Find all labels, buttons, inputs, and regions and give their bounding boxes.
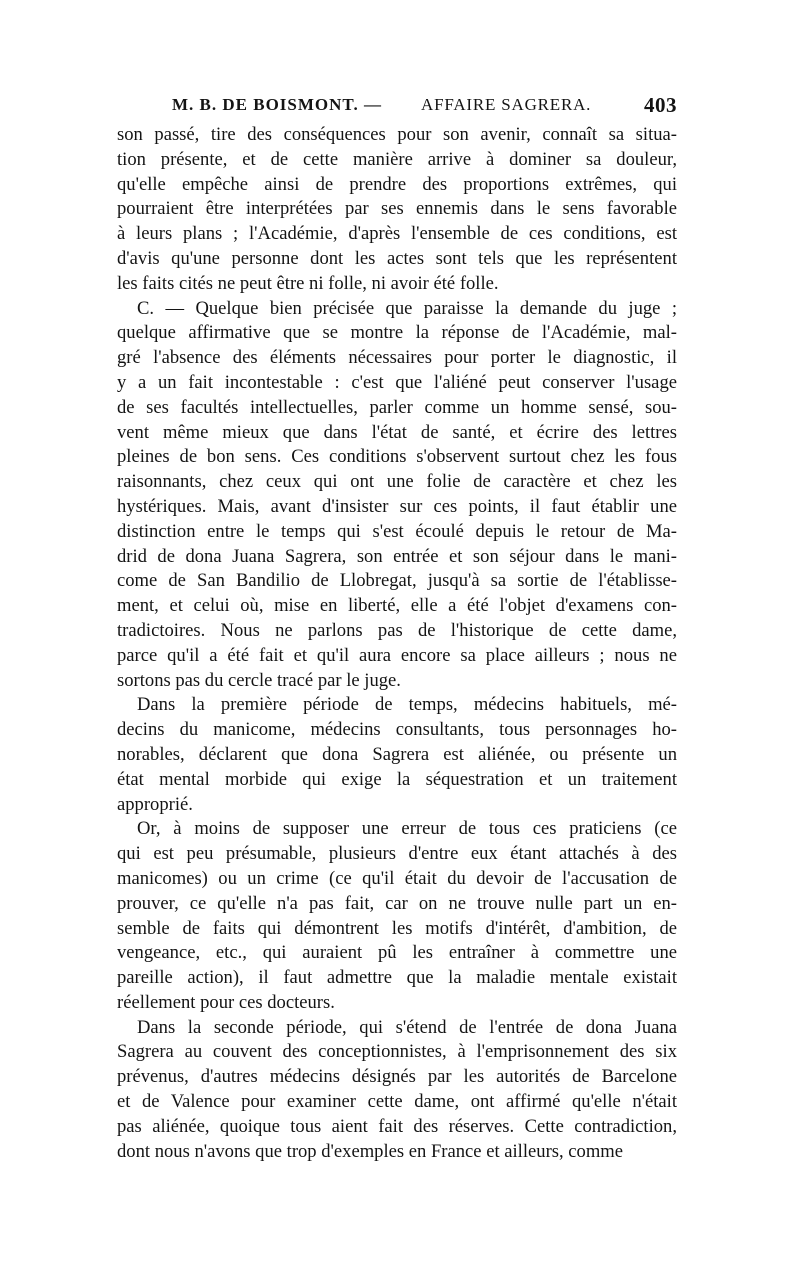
running-head-author: M. B. DE BOISMONT. — [172,95,383,114]
text-line: pourraient être interprétées par ses ennemis dans le sens favorable [117,198,677,220]
text-line: tradictoires. Nous ne parlons pas de l'historique de cette dame, [117,619,677,641]
text-line: pas aliénée, quoique tous aient fait des réserves. Cette contradiction, [117,1115,677,1137]
paragraph [117,297,677,694]
text-line: pleines de bon sens. Ces conditions s'observent surtout chez les fous [117,446,677,468]
page-body-text [117,123,677,1164]
paragraph [117,693,677,817]
text-line: vengeance, etc., qui auraient pû les entraîner à commettre une [117,942,677,964]
text-line: à leurs plans ; l'Académie, d'après l'ensemble de ces conditions, est [117,223,677,245]
text-line: semble de faits qui démontrent les motifs d'intérêt, d'ambition, de [117,917,677,939]
text-line: et de Valence pour examiner cette dame, ont affirmé qu'elle n'était [117,1091,677,1113]
text-line: quelque affirmative que se montre la réponse de l'Académie, mal- [117,322,677,344]
text-line: come de San Bandilio de Llobregat, jusqu'à sa sortie de l'établisse- [117,570,677,592]
text-line: son passé, tire des conséquences pour son avenir, connaît sa situa- [117,124,677,145]
text-line: approprié. [117,793,193,815]
text-line: parce qu'il a été fait et qu'il aura encore sa place ailleurs ; nous ne [117,644,677,666]
text-line: hystériques. Mais, avant d'insister sur ces points, il faut établir une [117,495,677,517]
page-number: 403 [644,93,677,117]
paragraph [117,1016,677,1165]
text-line: prévenus, d'autres médecins désignés par les autorités de Barcelone [117,1066,677,1088]
paragraph [117,817,677,1015]
text-line: vent même mieux que dans l'état de santé, et écrire des lettres [117,421,677,443]
text-line: de ses facultés intellectuelles, parler comme un homme sensé, sou- [117,396,677,418]
text-line: y a un fait incontestable : c'est que l'aliéné peut conserver l'usage [117,371,677,393]
text-line: gré l'absence des éléments nécessaires pour porter le diagnostic, il [117,347,677,369]
text-line: norables, déclarent que dona Sagrera est aliénée, ou présente un [117,743,677,765]
text-line: les faits cités ne peut être ni folle, ni avoir été folle. [117,272,499,294]
text-line: ment, et celui où, mise en liberté, elle a été l'objet d'examens con- [117,595,677,617]
running-head [117,90,677,120]
text-line: état mental morbide qui exige la séquestration et un traitement [117,768,677,790]
text-line: tion présente, et de cette manière arrive à dominer sa douleur, [117,148,677,170]
text-line: decins du manicome, médecins consultants, tous personnages ho- [117,719,677,741]
paragraph [117,123,677,297]
text-line: Sagrera au couvent des conceptionnistes, à l'emprisonnement des six [117,1041,677,1063]
book-page [117,90,677,1164]
text-line: qui est peu présumable, plusieurs d'entre eux étant attachés à des [117,843,677,865]
text-line: Dans la première période de temps, médecins habituels, mé- [137,694,677,716]
text-line: d'avis qu'une personne dont les actes sont tels que les représentent [117,247,677,269]
running-head-title: AFFAIRE SAGRERA. [421,95,592,114]
text-line: C. — Quelque bien précisée que paraisse la demande du juge ; [137,297,677,319]
text-line: Or, à moins de supposer une erreur de tous ces praticiens (ce [137,818,677,840]
text-line: sortons pas du cercle tracé par le juge. [117,669,401,691]
text-line: distinction entre le temps qui s'est écoulé depuis le retour de Ma- [117,520,677,542]
text-line: réellement pour ces docteurs. [117,991,335,1013]
text-line: qu'elle empêche ainsi de prendre des proportions extrêmes, qui [117,173,677,195]
text-line: drid de dona Juana Sagrera, son entrée et son séjour dans le mani- [117,545,677,567]
text-line: pareille action), il faut admettre que la maladie mentale existait [117,967,677,989]
text-line: raisonnants, chez ceux qui ont une folie de caractère et chez les [117,471,677,493]
text-line: prouver, ce qu'elle n'a pas fait, car on ne trouve nulle part un en- [117,892,677,914]
text-line: Dans la seconde période, qui s'étend de l'entrée de dona Juana [137,1016,677,1038]
text-line: manicomes) ou un crime (ce qu'il était du devoir de l'accusation de [117,867,677,889]
text-line: dont nous n'avons que trop d'exemples en France et ailleurs, comme [117,1140,624,1162]
